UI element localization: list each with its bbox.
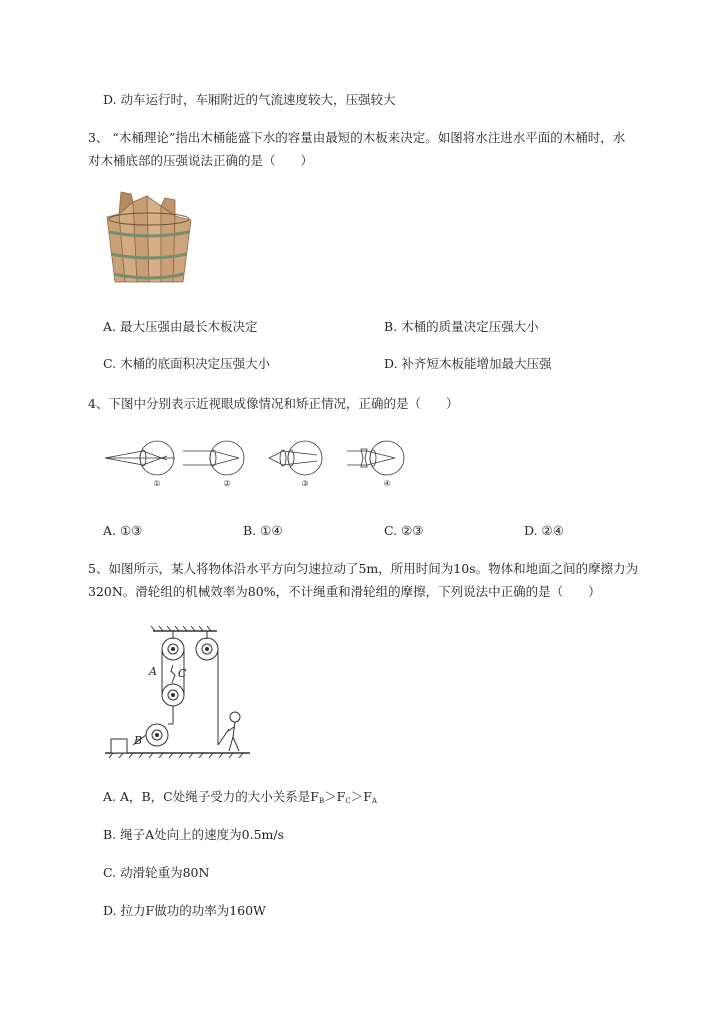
q4-stem: 4、下图中分别表示近视眼成像情况和矫正情况，正确的是（ ） <box>88 396 459 411</box>
wooden-bucket-figure <box>105 192 195 287</box>
q5-stem-line1: 5、如图所示，某人将物体沿水平方向匀速拉动了5m，所用时间为10s。物体和地面之间的摩擦力为 <box>88 561 639 576</box>
q4-figure-label-1: ① <box>153 479 161 488</box>
q4-figure-label-3: ③ <box>301 479 309 488</box>
q4-option-c: C. ②③ <box>384 523 424 538</box>
q5-option-a-sub-b: B <box>318 797 325 805</box>
q3-option-a: A. 最大压强由最长木板决定 <box>103 319 258 334</box>
q5-label-a: A <box>149 665 157 678</box>
q5-option-a-fa: F <box>363 789 372 804</box>
q5-label-b: B <box>134 734 143 747</box>
q5-label-c: C <box>178 667 187 680</box>
pulley-system-figure <box>105 625 255 765</box>
q4-figure-label-2: ② <box>223 479 231 488</box>
q5-option-a-fc: F <box>336 789 346 804</box>
q4-option-b: B. ①④ <box>243 523 283 538</box>
q3-option-b: B. 木桶的质量决定压强大小 <box>384 319 539 334</box>
q5-option-c: C. 动滑轮重为80N <box>103 865 210 880</box>
q5-stem-line2: 320N。滑轮组的机械效率为80%，不计绳重和滑轮组的摩擦，下列说法中正确的是（ ） <box>88 584 601 599</box>
eye-diagrams-figure <box>105 438 415 493</box>
q5-option-a-prefix: A. A，B，C处绳子受力的大小关系是 <box>103 789 311 804</box>
q5-option-a-gt2: ＞ <box>350 789 364 804</box>
q5-option-a-sub-a: A <box>371 797 377 805</box>
q5-option-a-fb: F <box>310 789 319 804</box>
q4-option-a: A. ①③ <box>103 523 143 538</box>
q5-option-a-sub-c: C <box>345 797 351 805</box>
q4-figure-label-4: ④ <box>383 479 391 488</box>
q3-stem-line1: 3、 “木桶理论”指出木桶能盛下水的容量由最短的木板来决定。如图将水注进水平面的木桶时，水 <box>88 130 626 145</box>
q3-stem-line2: 对木桶底部的压强说法正确的是（ ） <box>88 153 314 168</box>
q3-option-c: C. 木桶的底面积决定压强大小 <box>103 356 271 371</box>
q5-option-a-gt1: ＞ <box>324 789 337 804</box>
q3-option-d: D. 补齐短木板能增加最大压强 <box>384 356 552 371</box>
q4-option-d: D. ②④ <box>524 523 564 538</box>
q5-option-b: B. 绳子A处向上的速度为0.5m/s <box>103 827 285 842</box>
q2-option-d: D. 动车运行时，车厢附近的气流速度较大，压强较大 <box>103 92 396 107</box>
q5-option-a <box>103 788 377 810</box>
q5-option-d: D. 拉力F做功的功率为160W <box>103 903 266 918</box>
